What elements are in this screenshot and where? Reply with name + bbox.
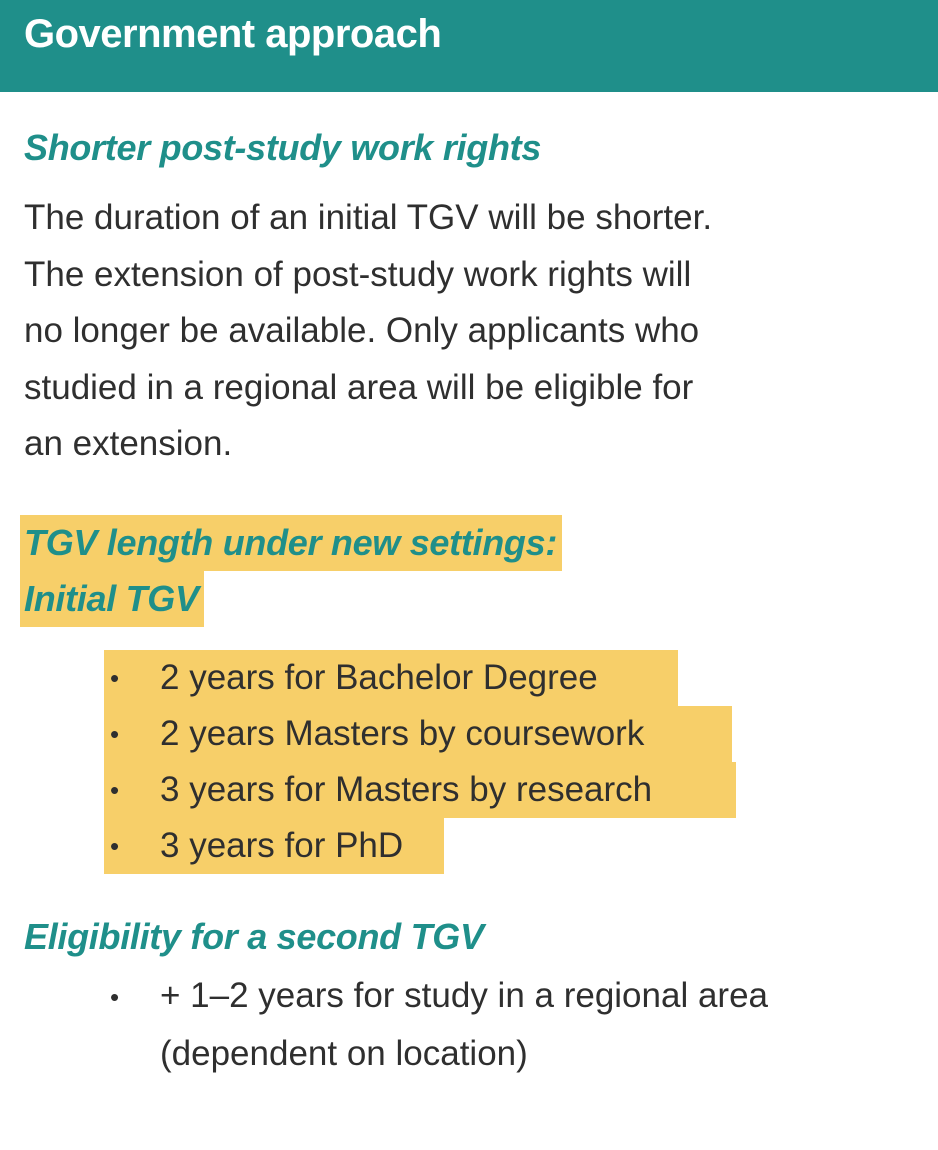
paragraph-line: The extension of post-study work rights will bbox=[24, 254, 692, 294]
bullet-icon: • bbox=[110, 775, 120, 805]
list-item-text: 2 years for Bachelor Degree bbox=[160, 658, 598, 697]
section-heading-work-rights: Shorter post-study work rights bbox=[24, 127, 542, 168]
initial-tgv-heading: Initial TGV bbox=[20, 571, 204, 627]
list-item-text: 3 years for Masters by research bbox=[160, 770, 653, 809]
bullet-icon: • bbox=[110, 831, 120, 861]
list-item-text: 3 years for PhD bbox=[160, 826, 404, 865]
work-rights-paragraph bbox=[24, 190, 924, 473]
list-item bbox=[104, 762, 736, 818]
bullet-icon: • bbox=[110, 982, 120, 1012]
list-item bbox=[104, 818, 444, 874]
list-item-text: (dependent on location) bbox=[160, 1034, 528, 1073]
paragraph-line: studied in a regional area will be eligible for bbox=[24, 367, 694, 407]
list-item bbox=[104, 650, 678, 706]
bullet-icon: • bbox=[110, 663, 120, 693]
paragraph-line: The duration of an initial TGV will be shorter. bbox=[24, 198, 713, 237]
list-item bbox=[160, 967, 920, 1083]
list-item-text: + 1–2 years for study in a regional area bbox=[160, 976, 769, 1015]
list-item-text: 2 years Masters by coursework bbox=[160, 714, 645, 753]
list-item bbox=[104, 706, 732, 762]
paragraph-line: an extension. bbox=[24, 424, 233, 464]
bullet-icon: • bbox=[110, 719, 120, 749]
header-bar bbox=[0, 0, 938, 92]
page-title: Government approach bbox=[24, 12, 442, 56]
section-heading-second-tgv: Eligibility for a second TGV bbox=[24, 916, 484, 957]
tgv-length-heading: TGV length under new settings: bbox=[20, 515, 562, 571]
paragraph-line: no longer be available. Only applicants who bbox=[24, 311, 700, 351]
